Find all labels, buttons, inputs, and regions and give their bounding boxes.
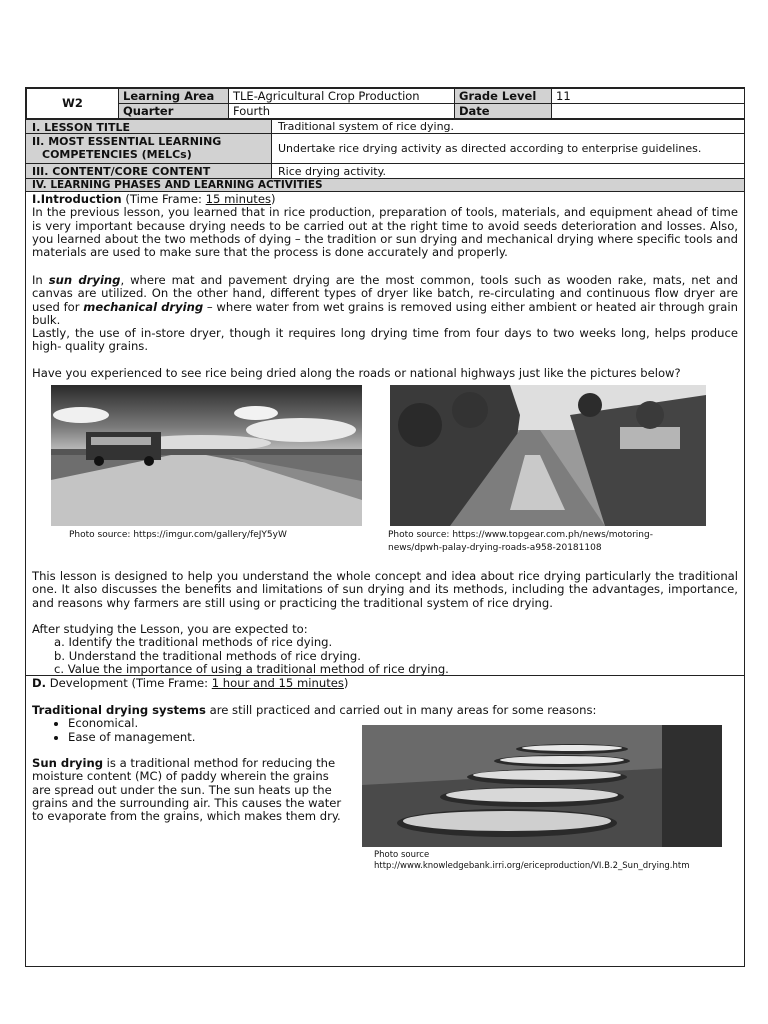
content-value: Rice drying activity. xyxy=(278,164,387,178)
road-photo-1-image xyxy=(51,385,362,526)
sun-rest: is a traditional method for reducing the moisture content (MC) of paddy wherein the grains are spread out under the sun. The sun heats up the grains and the surrounding air. This causes the water to evaporate from the grains, which makes them dry. xyxy=(32,756,342,824)
header-table xyxy=(26,88,745,119)
objective-item: c. Value the importance of using a traditional method of rice drying. xyxy=(54,661,449,676)
p2-a: In xyxy=(32,273,49,287)
photo-2-caption-line2: news/dpwh-palay-drying-roads-a958-20181108 xyxy=(388,543,602,553)
lesson-title-label: I. LESSON TITLE xyxy=(26,120,272,133)
learning-area-label: Learning Area xyxy=(119,89,229,104)
photo-2-caption-line1: Photo source: https://www.topgear.com.ph/news/motoring- xyxy=(388,530,653,540)
intro-timeframe-prefix: (Time Frame: xyxy=(121,192,206,206)
intro-paragraph-4: Have you experienced to see rice being dried along the roads or national highways just like the pictures below? xyxy=(32,366,681,380)
dev-timeframe: 1 hour and 15 minutes xyxy=(211,676,344,690)
development-heading xyxy=(32,677,738,690)
learning-phases-header: IV. LEARNING PHASES AND LEARNING ACTIVITIES xyxy=(26,179,744,192)
trad-rest: are still practiced and carried out in many areas for some reasons: xyxy=(205,703,597,717)
melc-label-line1: II. MOST ESSENTIAL LEARNING xyxy=(32,135,222,148)
quarter-label: Quarter xyxy=(119,104,229,119)
photo-3-caption-line2: http://www.knowledgebank.irri.org/ericeproduction/VI.B.2_Sun_drying.htm xyxy=(374,861,690,871)
lesson-title-row xyxy=(26,119,744,134)
objective-item: b. Understand the traditional methods of rice drying. xyxy=(54,648,361,663)
road-photo-2 xyxy=(390,385,706,526)
intro-timeframe-suffix: ) xyxy=(271,192,276,206)
p2-mechanical-drying: mechanical drying xyxy=(83,299,204,314)
objectives-list xyxy=(32,636,738,676)
reason-item: • Ease of management. xyxy=(68,731,738,744)
sun-drying-paragraph xyxy=(32,757,344,823)
content-label: III. CONTENT/CORE CONTENT xyxy=(26,164,272,178)
road-photo-1 xyxy=(51,385,362,526)
p2-e: – where water from wet grains is removed using either ambient or heated air through grain bulk. xyxy=(32,299,738,327)
melc-row xyxy=(26,134,744,164)
intro-paragraph-1: In the previous lesson, you learned that in rice production, preparation of tools, materials, and equipment ahead of time is very important because drying needs to be carried out at the right time to avoid seeds deterioration and losses. Also, you learned about the two methods of dying – the tradition or sun drying and mechanical drying where specific tools and materials are used to make sure that the process is done accurately and properly. xyxy=(32,205,738,260)
objectives-intro: After studying the Lesson, you are expected to: xyxy=(32,622,308,636)
date-label: Date xyxy=(455,104,552,119)
quarter-value: Fourth xyxy=(229,104,455,119)
intro-paragraph-5: This lesson is designed to help you understand the whole concept and idea about rice drying particularly the traditional one. It also discusses the benefits and limitations of sun drying and its methods, including the advantages, importance, and reasons why farmers are still using or practicing the traditional system of rice drying. xyxy=(32,569,738,610)
objective-item: a. Identify the traditional methods of rice dying. xyxy=(54,635,333,650)
date-value xyxy=(552,104,745,119)
grade-level-label: Grade Level xyxy=(455,89,552,104)
lesson-page xyxy=(25,87,745,967)
dev-heading-letter: D. xyxy=(32,676,47,690)
intro-paragraph-3: Lastly, the use of in-store dryer, though it requires long drying time from four days to two weeks long, helps produce high- quality grains. xyxy=(32,326,738,354)
melc-value: Undertake rice drying activity as directed according to enterprise guidelines. xyxy=(278,142,702,155)
introduction-section xyxy=(32,193,738,259)
dev-heading-text: Development (Time Frame: xyxy=(46,676,212,690)
trad-bold: Traditional drying systems xyxy=(32,703,206,717)
content-row xyxy=(26,164,744,179)
sun-drying-photo xyxy=(362,725,722,847)
introduction-heading xyxy=(32,193,738,206)
photo-1-caption: Photo source: https://imgur.com/gallery/feJY5yW xyxy=(69,530,287,540)
intro-paragraph-2 xyxy=(32,274,738,327)
intro-timeframe: 15 minutes xyxy=(205,192,272,206)
p2-sun-drying: sun drying xyxy=(48,273,121,287)
intro-heading-num: I. xyxy=(32,192,41,206)
sun-drying-photo-image xyxy=(362,725,722,847)
grade-level-value: 11 xyxy=(552,89,745,104)
p2-c: , where mat and pavement drying are the most common, tools such as wooden rake, mats, net and canvas are utilized. On the other hand, different types of dryer like batch, re-circulating and continuous flow dryer are used for xyxy=(32,273,738,314)
learning-area-value: TLE-Agricultural Crop Production xyxy=(229,89,455,104)
intro-heading-text: Introduction xyxy=(40,192,122,206)
photo-3-caption-line1: Photo source xyxy=(374,850,430,860)
week-label: W2 xyxy=(27,89,119,119)
melc-label xyxy=(26,134,272,163)
objectives-block xyxy=(32,623,738,676)
dev-heading-end: ) xyxy=(343,676,349,690)
melc-label-line2: COMPETENCIES (MELCs) xyxy=(42,148,192,161)
road-photo-2-image xyxy=(390,385,706,526)
reason-item: • Economical. xyxy=(68,717,738,730)
sun-bold: Sun drying xyxy=(32,756,103,770)
lesson-title-value: Traditional system of rice dying. xyxy=(278,120,455,133)
